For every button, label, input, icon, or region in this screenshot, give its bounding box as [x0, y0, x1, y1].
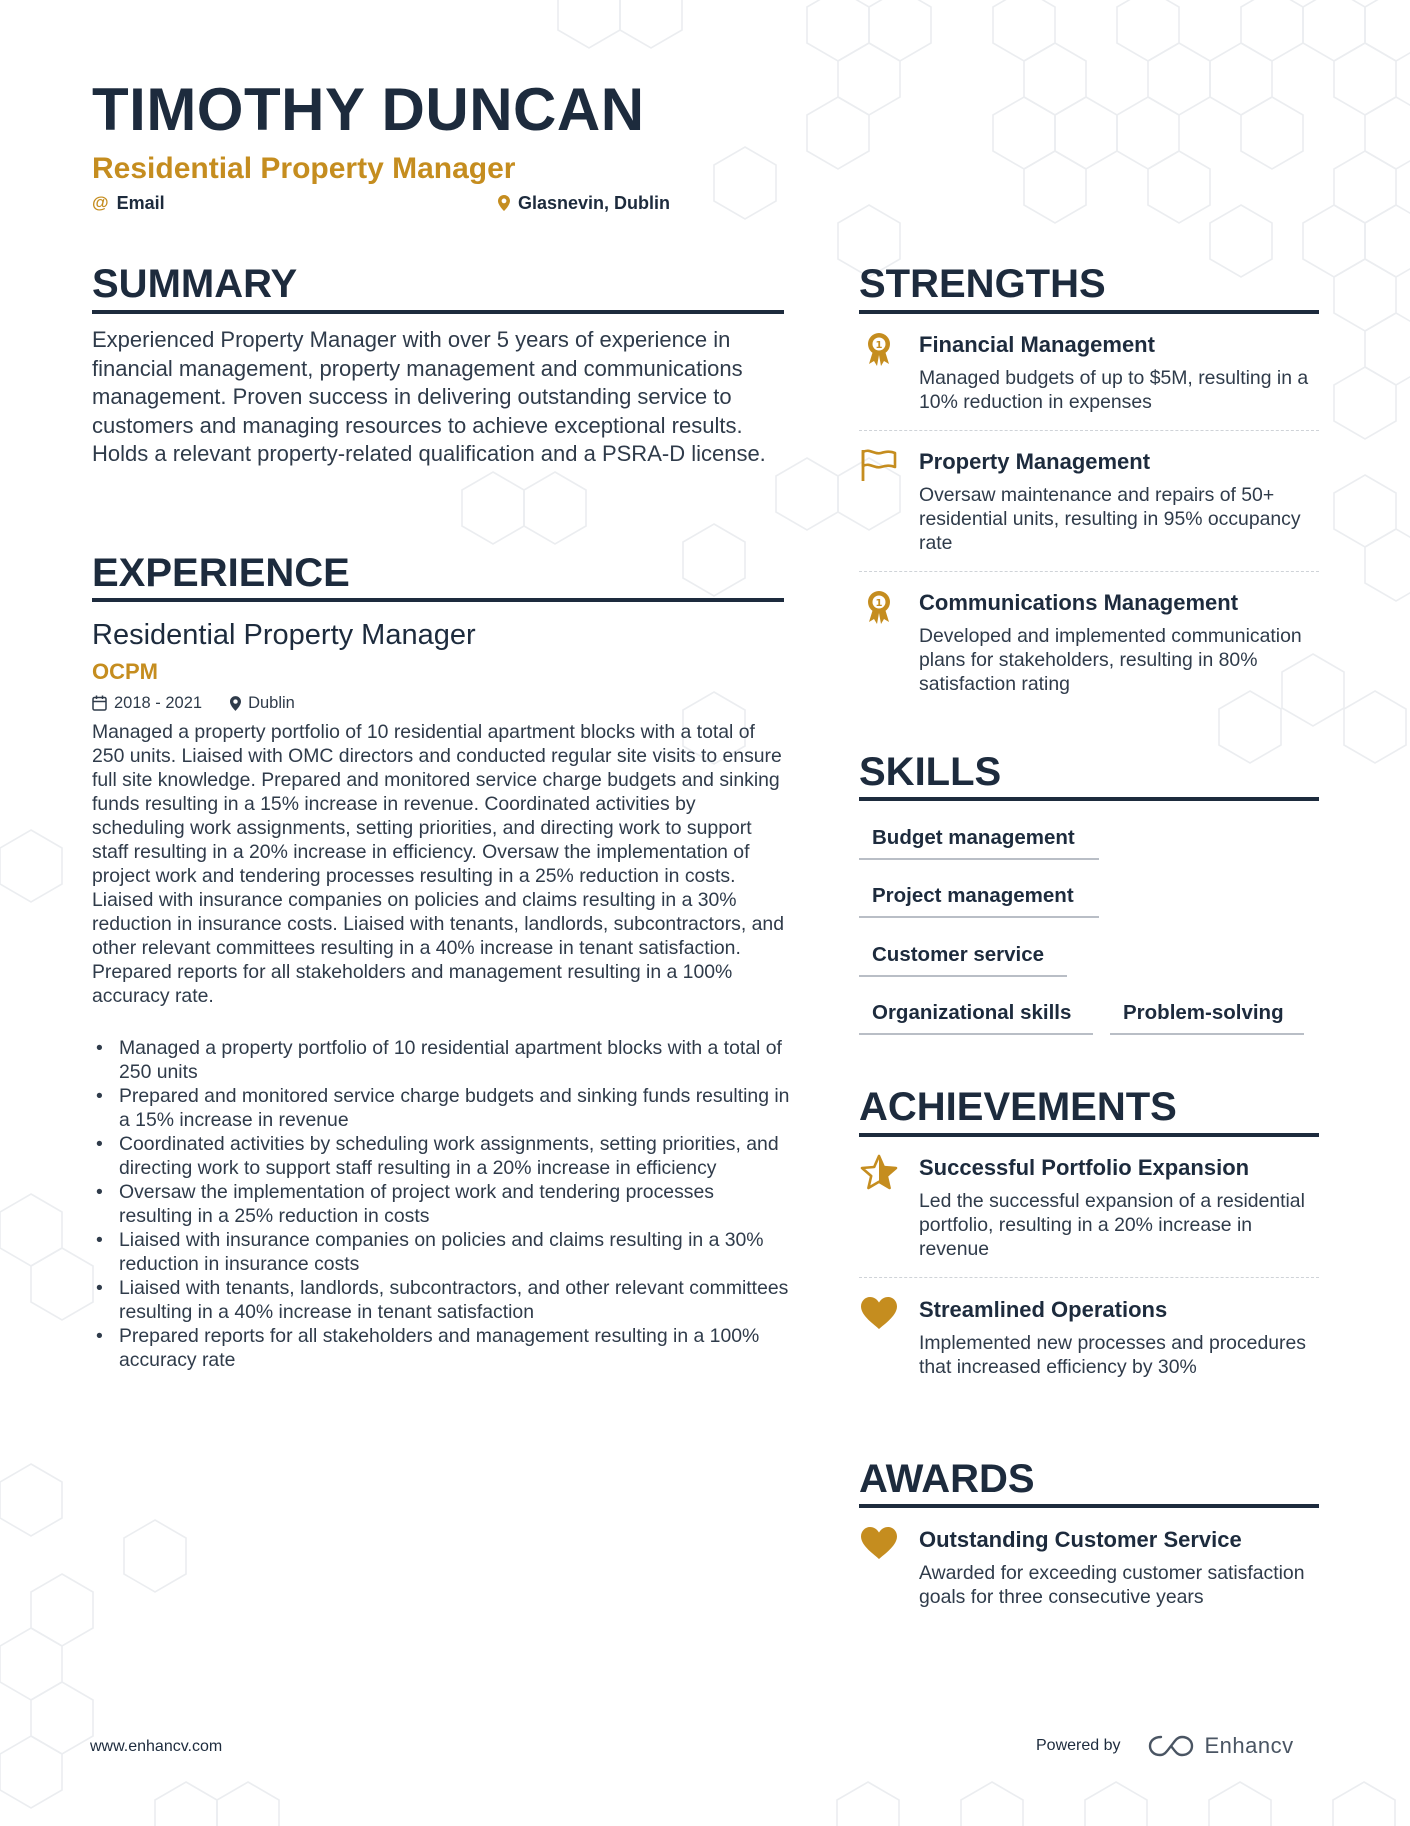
list-item: • Managed a property portfolio of 10 residential apartment blocks with a total of 250 units: [92, 1036, 792, 1084]
powered-by-label: Powered by: [1036, 1737, 1121, 1754]
strength-item: [859, 589, 1319, 699]
enhancv-logo[interactable]: [1147, 1733, 1294, 1759]
list-item: • Coordinated activities by scheduling work assignments, setting priorities, and directing work to support staff resulting in a 20% increase in efficiency: [92, 1132, 792, 1180]
candidate-name: TIMOTHY DUNCAN: [92, 76, 645, 143]
skill-tag: Problem-solving: [1110, 1000, 1304, 1035]
award-item: [859, 1526, 1319, 1636]
achievement-item: [859, 1154, 1319, 1264]
flag-icon: [859, 448, 899, 488]
strength-title: Communications Management: [919, 590, 1239, 615]
achievement-divider: [859, 1277, 1319, 1278]
awards-heading: AWARDS: [859, 1457, 1035, 1501]
achievements-divider: [859, 1133, 1319, 1137]
brand-name: Enhancv: [1204, 1733, 1294, 1758]
award-description: Awarded for exceeding customer satisfaction goals for three consecutive years: [919, 1562, 1305, 1608]
job-title: Residential Property Manager: [92, 619, 476, 651]
experience-heading: EXPERIENCE: [92, 551, 350, 595]
achievements-heading: ACHIEVEMENTS: [859, 1085, 1177, 1129]
list-item: • Prepared and monitored service charge budgets and sinking funds resulting in a 15% increase in revenue: [92, 1084, 792, 1132]
heart-icon: [859, 1296, 899, 1336]
list-item: • Liaised with insurance companies on policies and claims resulting in a 30% reduction in insurance costs: [92, 1228, 792, 1276]
skill-tag: Project management: [859, 883, 1099, 918]
strengths-heading: STRENGTHS: [859, 262, 1106, 306]
list-item: • Liaised with tenants, landlords, subcontractors, and other relevant committees resulting in a 40% increase in tenant satisfaction: [92, 1276, 792, 1324]
svg-text:1: 1: [875, 598, 883, 609]
achievement-item: [859, 1296, 1319, 1406]
strength-description: Developed and implemented communication plans for stakeholders, resulting in 80% satisfaction rating: [919, 625, 1302, 695]
strength-description: Oversaw maintenance and repairs of 50+ residential units, resulting in 95% occupancy rate: [919, 484, 1301, 554]
award-ribbon-icon: [859, 589, 899, 629]
achievement-description: Implemented new processes and procedures that increased efficiency by 30%: [919, 1332, 1306, 1378]
company-name: OCPM: [92, 659, 158, 684]
email-label: Email: [116, 193, 165, 213]
award-ribbon-icon: [859, 331, 899, 371]
list-item: • Prepared reports for all stakeholders and management resulting in a 100% accuracy rate: [92, 1324, 792, 1372]
heart-icon: [859, 1526, 899, 1566]
job-bullets: [92, 1036, 792, 1372]
candidate-role: Residential Property Manager: [92, 152, 516, 185]
map-pin-icon: [230, 696, 241, 711]
email-contact[interactable]: [92, 191, 165, 215]
strength-divider: [859, 430, 1319, 431]
skill-tag: Budget management: [859, 825, 1099, 860]
summary-text: Experienced Property Manager with over 5 years of experience in financial management, property management and communications management. Proven success in delivering outstanding service to customers and managing resources to achieve exceptional results. Holds a relevant property-related qualification and a PSRA-D license.: [92, 327, 766, 466]
powered-by: [1036, 1733, 1294, 1759]
skill-tag: Customer service: [859, 942, 1067, 977]
skill-tag: Organizational skills: [859, 1000, 1093, 1035]
skills-divider: [859, 797, 1319, 801]
location-label: Glasnevin, Dublin: [518, 193, 671, 213]
strength-title: Financial Management: [919, 332, 1155, 357]
list-item: • Oversaw the implementation of project work and tendering processes resulting in a 25% reduction in costs: [92, 1180, 792, 1228]
achievement-title: Streamlined Operations: [919, 1297, 1168, 1322]
calendar-icon: [92, 695, 107, 711]
skills-heading: SKILLS: [859, 750, 1002, 794]
at-sign-icon: @: [92, 193, 109, 212]
achievement-title: Successful Portfolio Expansion: [919, 1155, 1250, 1180]
achievement-description: Led the successful expansion of a residential portfolio, resulting in a 20% increase in revenue: [919, 1190, 1305, 1260]
strengths-divider: [859, 310, 1319, 314]
job-description: Managed a property portfolio of 10 residential apartment blocks with a total of 250 units. Liaised with OMC directors and conducted regular site visits to ensure full site knowledge. Prepared and monitored service charge budgets and sinking funds resulting in a 15% increase in revenue. Coordinated activities by scheduling work assignments, setting priorities, and directing work to support staff resulting in a 20% increase in efficiency. Oversaw the implementation of project work and tendering processes resulting in a 25% reduction in costs. Liaised with insurance companies on policies and claims resulting in a 30% reduction in insurance costs. Liaised with tenants, landlords, subcontractors, and other relevant committees resulting in a 40% increase in tenant satisfaction. Prepared reports for all stakeholders and management resulting in a 100% accuracy rate.: [92, 721, 784, 1007]
star-icon: [859, 1154, 899, 1194]
svg-text:1: 1: [875, 340, 883, 351]
summary-heading: SUMMARY: [92, 262, 298, 306]
enhancv-logo-icon: [1147, 1733, 1195, 1759]
experience-divider: [92, 598, 784, 602]
summary-divider: [92, 310, 784, 314]
strength-item: [859, 331, 1319, 421]
website-link[interactable]: www.enhancv.com: [90, 1738, 223, 1755]
location-contact: [498, 191, 670, 215]
strength-divider: [859, 571, 1319, 572]
map-pin-icon: [498, 195, 510, 211]
awards-divider: [859, 1504, 1319, 1508]
job-meta: [92, 692, 295, 714]
strength-description: Managed budgets of up to $5M, resulting in a 10% reduction in expenses: [919, 367, 1309, 413]
award-title: Outstanding Customer Service: [919, 1527, 1242, 1552]
strength-title: Property Management: [919, 449, 1151, 474]
job-dates: 2018 - 2021: [114, 694, 203, 712]
strength-item: [859, 448, 1319, 558]
job-location: Dublin: [248, 694, 295, 712]
